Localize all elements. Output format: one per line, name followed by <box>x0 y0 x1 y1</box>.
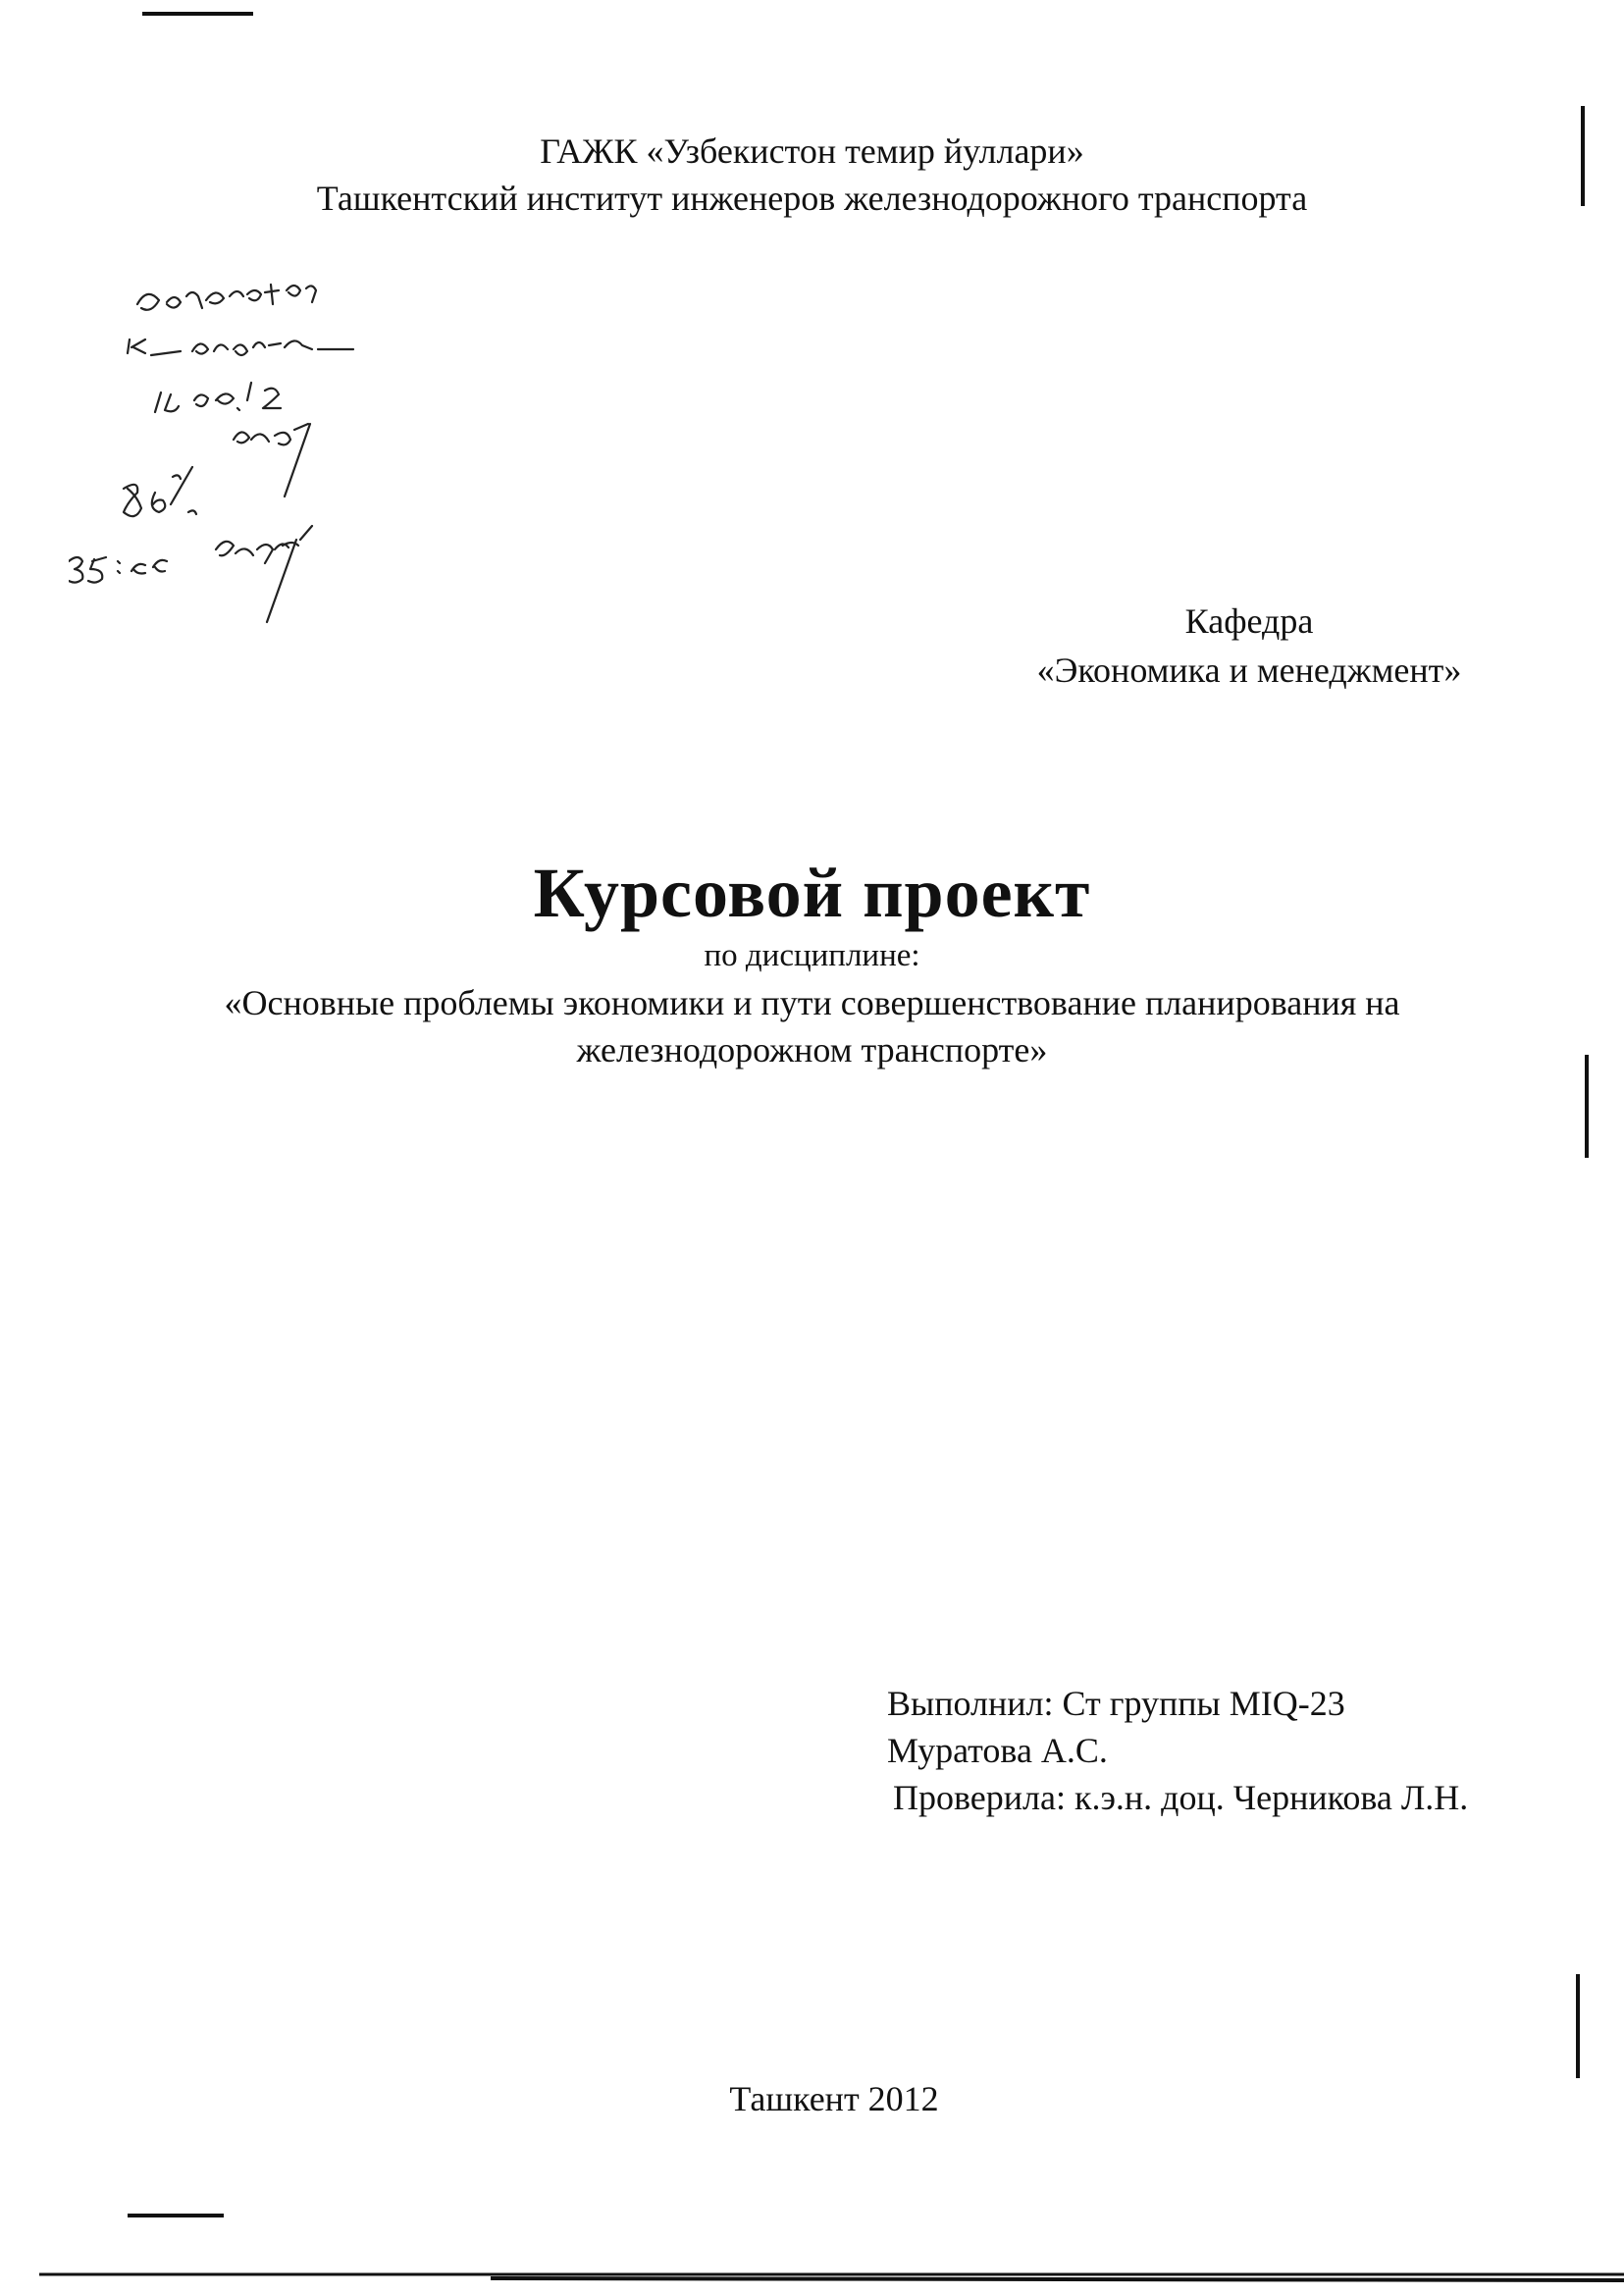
student-name: Муратова А.С. <box>887 1731 1108 1770</box>
department-label: Кафедра <box>1184 601 1314 641</box>
department-name: «Экономика и менеджмент» <box>1036 651 1462 690</box>
institute-name: Ташкентский институт инженеров железнодорожного транспорта <box>316 179 1308 218</box>
topic-line-1: «Основные проблемы экономики и пути совершенствование планирования на <box>224 983 1400 1022</box>
discipline-label: по дисциплине: <box>704 938 920 973</box>
completed-by: Выполнил: Ст группы MIQ-23 <box>887 1684 1345 1723</box>
organization-name: ГАЖК «Узбекистон темир йуллари» <box>540 131 1084 171</box>
bottom-edge-line-2 <box>491 2278 1624 2280</box>
checked-by: Проверила: к.э.н. доц. Черникова Л.Н. <box>893 1778 1469 1817</box>
topic-line-2: железнодорожном транспорте» <box>576 1030 1048 1069</box>
city-year: Ташкент 2012 <box>729 2079 939 2118</box>
handwritten-approval-note <box>69 275 461 648</box>
document-title: Курсовой проект <box>533 854 1091 932</box>
